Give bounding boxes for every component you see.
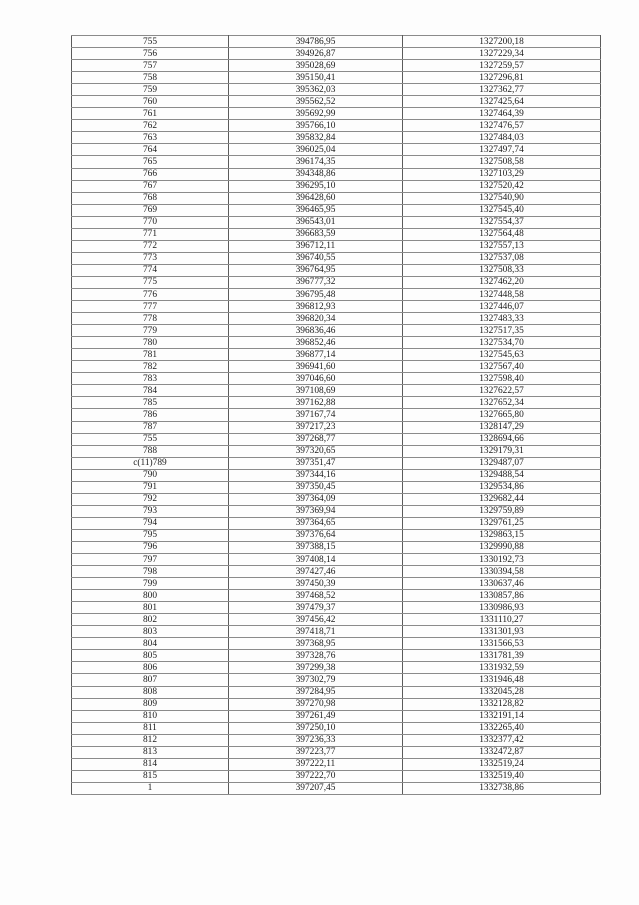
point-number-cell: 774 — [72, 264, 229, 276]
y-coordinate-cell: 1329534,86 — [403, 481, 601, 493]
table-row — [72, 144, 601, 156]
table-row — [72, 276, 601, 288]
x-coordinate-cell: 397418,71 — [229, 626, 403, 638]
table-row — [72, 686, 601, 698]
y-coordinate-cell: 1331110,27 — [403, 614, 601, 626]
point-number-cell: 815 — [72, 770, 229, 782]
x-coordinate-cell: 397388,15 — [229, 541, 403, 553]
table-row — [72, 445, 601, 457]
point-number-cell: 1 — [72, 782, 229, 794]
point-number-cell: 801 — [72, 602, 229, 614]
point-number-cell: 799 — [72, 578, 229, 590]
y-coordinate-cell: 1327446,07 — [403, 301, 601, 313]
table-row — [72, 108, 601, 120]
x-coordinate-cell: 397222,70 — [229, 770, 403, 782]
point-number-cell: 807 — [72, 674, 229, 686]
x-coordinate-cell: 395832,84 — [229, 132, 403, 144]
x-coordinate-cell: 396764,95 — [229, 264, 403, 276]
point-number-cell: 796 — [72, 541, 229, 553]
table-row — [72, 397, 601, 409]
y-coordinate-cell: 1327545,63 — [403, 349, 601, 361]
x-coordinate-cell: 395562,52 — [229, 96, 403, 108]
y-coordinate-cell: 1327476,57 — [403, 120, 601, 132]
x-coordinate-cell: 396174,35 — [229, 156, 403, 168]
point-number-cell: 783 — [72, 373, 229, 385]
y-coordinate-cell: 1332045,28 — [403, 686, 601, 698]
point-number-cell: 779 — [72, 325, 229, 337]
y-coordinate-cell: 1327484,03 — [403, 132, 601, 144]
x-coordinate-cell: 397108,69 — [229, 385, 403, 397]
point-number-cell: 769 — [72, 204, 229, 216]
point-number-cell: 800 — [72, 590, 229, 602]
point-number-cell: 766 — [72, 168, 229, 180]
point-number-cell: 814 — [72, 758, 229, 770]
table-row — [72, 120, 601, 132]
point-number-cell: 756 — [72, 48, 229, 60]
y-coordinate-cell: 1332377,42 — [403, 734, 601, 746]
x-coordinate-cell: 397468,52 — [229, 590, 403, 602]
x-coordinate-cell: 396428,60 — [229, 192, 403, 204]
table-row — [72, 385, 601, 397]
table-row — [72, 782, 601, 794]
x-coordinate-cell: 395692,99 — [229, 108, 403, 120]
table-row — [72, 48, 601, 60]
y-coordinate-cell: 1331566,53 — [403, 638, 601, 650]
y-coordinate-cell: 1329488,54 — [403, 469, 601, 481]
table-row — [72, 313, 601, 325]
table-row — [72, 337, 601, 349]
point-number-cell: 760 — [72, 96, 229, 108]
y-coordinate-cell: 1327545,40 — [403, 204, 601, 216]
table-row — [72, 758, 601, 770]
point-number-cell: 780 — [72, 337, 229, 349]
table-row — [72, 529, 601, 541]
y-coordinate-cell: 1330637,46 — [403, 578, 601, 590]
point-number-cell: c(11)789 — [72, 457, 229, 469]
table-row — [72, 216, 601, 228]
y-coordinate-cell: 1327296,81 — [403, 72, 601, 84]
table-row — [72, 626, 601, 638]
y-coordinate-cell: 1329682,44 — [403, 493, 601, 505]
table-row — [72, 228, 601, 240]
y-coordinate-cell: 1327508,58 — [403, 156, 601, 168]
point-number-cell: 764 — [72, 144, 229, 156]
y-coordinate-cell: 1327517,35 — [403, 325, 601, 337]
point-number-cell: 798 — [72, 566, 229, 578]
y-coordinate-cell: 1331932,59 — [403, 662, 601, 674]
point-number-cell: 788 — [72, 445, 229, 457]
point-number-cell: 804 — [72, 638, 229, 650]
y-coordinate-cell: 1331781,39 — [403, 650, 601, 662]
x-coordinate-cell: 397299,38 — [229, 662, 403, 674]
x-coordinate-cell: 395028,69 — [229, 60, 403, 72]
table-row — [72, 638, 601, 650]
x-coordinate-cell: 394348,86 — [229, 168, 403, 180]
y-coordinate-cell: 1327554,37 — [403, 216, 601, 228]
point-number-cell: 785 — [72, 397, 229, 409]
y-coordinate-cell: 1330192,73 — [403, 554, 601, 566]
point-number-cell: 781 — [72, 349, 229, 361]
table-row — [72, 373, 601, 385]
point-number-cell: 805 — [72, 650, 229, 662]
table-row — [72, 252, 601, 264]
y-coordinate-cell: 1331946,48 — [403, 674, 601, 686]
x-coordinate-cell: 397217,23 — [229, 421, 403, 433]
y-coordinate-cell: 1327665,80 — [403, 409, 601, 421]
point-number-cell: 773 — [72, 252, 229, 264]
point-number-cell: 797 — [72, 554, 229, 566]
y-coordinate-cell: 1327425,64 — [403, 96, 601, 108]
y-coordinate-cell: 1327448,58 — [403, 288, 601, 300]
table-row — [72, 770, 601, 782]
x-coordinate-cell: 397236,33 — [229, 734, 403, 746]
table-row — [72, 650, 601, 662]
y-coordinate-cell: 1327200,18 — [403, 36, 601, 48]
table-row — [72, 541, 601, 553]
x-coordinate-cell: 395766,10 — [229, 120, 403, 132]
point-number-cell: 758 — [72, 72, 229, 84]
point-number-cell: 757 — [72, 60, 229, 72]
y-coordinate-cell: 1332738,86 — [403, 782, 601, 794]
table-row — [72, 602, 601, 614]
x-coordinate-cell: 397284,95 — [229, 686, 403, 698]
point-number-cell: 803 — [72, 626, 229, 638]
point-number-cell: 761 — [72, 108, 229, 120]
y-coordinate-cell: 1331301,93 — [403, 626, 601, 638]
table-row — [72, 421, 601, 433]
x-coordinate-cell: 396712,11 — [229, 240, 403, 252]
y-coordinate-cell: 1327362,77 — [403, 84, 601, 96]
table-row — [72, 96, 601, 108]
x-coordinate-cell: 396025,04 — [229, 144, 403, 156]
y-coordinate-cell: 1327259,57 — [403, 60, 601, 72]
y-coordinate-cell: 1327534,70 — [403, 337, 601, 349]
y-coordinate-cell: 1332519,24 — [403, 758, 601, 770]
x-coordinate-cell: 397162,88 — [229, 397, 403, 409]
y-coordinate-cell: 1327540,90 — [403, 192, 601, 204]
table-row — [72, 662, 601, 674]
x-coordinate-cell: 397344,16 — [229, 469, 403, 481]
point-number-cell: 778 — [72, 313, 229, 325]
point-number-cell: 771 — [72, 228, 229, 240]
x-coordinate-cell: 395362,03 — [229, 84, 403, 96]
y-coordinate-cell: 1332128,82 — [403, 698, 601, 710]
x-coordinate-cell: 396941,60 — [229, 361, 403, 373]
x-coordinate-cell: 397268,77 — [229, 433, 403, 445]
x-coordinate-cell: 396740,55 — [229, 252, 403, 264]
y-coordinate-cell: 1330394,58 — [403, 566, 601, 578]
point-number-cell: 792 — [72, 493, 229, 505]
x-coordinate-cell: 396852,46 — [229, 337, 403, 349]
x-coordinate-cell: 397376,64 — [229, 529, 403, 541]
table-row — [72, 409, 601, 421]
y-coordinate-cell: 1327598,40 — [403, 373, 601, 385]
x-coordinate-cell: 396812,93 — [229, 301, 403, 313]
x-coordinate-cell: 397250,10 — [229, 722, 403, 734]
x-coordinate-cell: 397479,37 — [229, 602, 403, 614]
table-row — [72, 180, 601, 192]
y-coordinate-cell: 1329761,25 — [403, 517, 601, 529]
point-number-cell: 759 — [72, 84, 229, 96]
table-row — [72, 433, 601, 445]
x-coordinate-cell: 397351,47 — [229, 457, 403, 469]
table-row — [72, 457, 601, 469]
table-row — [72, 60, 601, 72]
y-coordinate-cell: 1327229,34 — [403, 48, 601, 60]
point-number-cell: 793 — [72, 505, 229, 517]
table-row — [72, 554, 601, 566]
point-number-cell: 810 — [72, 710, 229, 722]
x-coordinate-cell: 397427,46 — [229, 566, 403, 578]
y-coordinate-cell: 1327483,33 — [403, 313, 601, 325]
point-number-cell: 790 — [72, 469, 229, 481]
point-number-cell: 770 — [72, 216, 229, 228]
y-coordinate-cell: 1329863,15 — [403, 529, 601, 541]
table-row — [72, 517, 601, 529]
coordinates-table-body — [72, 36, 601, 795]
table-row — [72, 192, 601, 204]
table-row — [72, 614, 601, 626]
table-row — [72, 722, 601, 734]
table-row — [72, 240, 601, 252]
table-row — [72, 72, 601, 84]
table-row — [72, 288, 601, 300]
table-row — [72, 566, 601, 578]
x-coordinate-cell: 397450,39 — [229, 578, 403, 590]
x-coordinate-cell: 396543,01 — [229, 216, 403, 228]
x-coordinate-cell: 394926,87 — [229, 48, 403, 60]
table-row — [72, 493, 601, 505]
x-coordinate-cell: 396877,14 — [229, 349, 403, 361]
y-coordinate-cell: 1329487,07 — [403, 457, 601, 469]
y-coordinate-cell: 1327567,40 — [403, 361, 601, 373]
x-coordinate-cell: 396795,48 — [229, 288, 403, 300]
x-coordinate-cell: 397408,14 — [229, 554, 403, 566]
y-coordinate-cell: 1332519,40 — [403, 770, 601, 782]
y-coordinate-cell: 1332191,14 — [403, 710, 601, 722]
y-coordinate-cell: 1330986,93 — [403, 602, 601, 614]
point-number-cell: 763 — [72, 132, 229, 144]
y-coordinate-cell: 1327652,34 — [403, 397, 601, 409]
x-coordinate-cell: 396836,46 — [229, 325, 403, 337]
y-coordinate-cell: 1327622,57 — [403, 385, 601, 397]
y-coordinate-cell: 1329179,31 — [403, 445, 601, 457]
x-coordinate-cell: 397261,49 — [229, 710, 403, 722]
point-number-cell: 813 — [72, 746, 229, 758]
point-number-cell: 787 — [72, 421, 229, 433]
y-coordinate-cell: 1327537,08 — [403, 252, 601, 264]
table-row — [72, 578, 601, 590]
point-number-cell: 795 — [72, 529, 229, 541]
point-number-cell: 784 — [72, 385, 229, 397]
point-number-cell: 794 — [72, 517, 229, 529]
x-coordinate-cell: 397368,95 — [229, 638, 403, 650]
table-row — [72, 36, 601, 48]
y-coordinate-cell: 1327564,48 — [403, 228, 601, 240]
x-coordinate-cell: 397270,98 — [229, 698, 403, 710]
table-row — [72, 204, 601, 216]
y-coordinate-cell: 1329990,88 — [403, 541, 601, 553]
table-row — [72, 505, 601, 517]
x-coordinate-cell: 397302,79 — [229, 674, 403, 686]
table-row — [72, 84, 601, 96]
x-coordinate-cell: 397167,74 — [229, 409, 403, 421]
point-number-cell: 777 — [72, 301, 229, 313]
point-number-cell: 791 — [72, 481, 229, 493]
point-number-cell: 765 — [72, 156, 229, 168]
point-number-cell: 768 — [72, 192, 229, 204]
table-row — [72, 481, 601, 493]
table-row — [72, 264, 601, 276]
y-coordinate-cell: 1327497,74 — [403, 144, 601, 156]
table-row — [72, 349, 601, 361]
x-coordinate-cell: 396683,59 — [229, 228, 403, 240]
point-number-cell: 772 — [72, 240, 229, 252]
x-coordinate-cell: 396295,10 — [229, 180, 403, 192]
point-number-cell: 775 — [72, 276, 229, 288]
y-coordinate-cell: 1327520,42 — [403, 180, 601, 192]
y-coordinate-cell: 1327103,29 — [403, 168, 601, 180]
x-coordinate-cell: 397364,09 — [229, 493, 403, 505]
point-number-cell: 782 — [72, 361, 229, 373]
x-coordinate-cell: 397369,94 — [229, 505, 403, 517]
y-coordinate-cell: 1332265,40 — [403, 722, 601, 734]
x-coordinate-cell: 396820,34 — [229, 313, 403, 325]
table-row — [72, 698, 601, 710]
y-coordinate-cell: 1327462,20 — [403, 276, 601, 288]
point-number-cell: 802 — [72, 614, 229, 626]
point-number-cell: 812 — [72, 734, 229, 746]
x-coordinate-cell: 397046,60 — [229, 373, 403, 385]
y-coordinate-cell: 1327464,39 — [403, 108, 601, 120]
x-coordinate-cell: 397456,42 — [229, 614, 403, 626]
y-coordinate-cell: 1330857,86 — [403, 590, 601, 602]
x-coordinate-cell: 397320,65 — [229, 445, 403, 457]
point-number-cell: 767 — [72, 180, 229, 192]
table-row — [72, 156, 601, 168]
y-coordinate-cell: 1327508,33 — [403, 264, 601, 276]
point-number-cell: 776 — [72, 288, 229, 300]
y-coordinate-cell: 1328147,29 — [403, 421, 601, 433]
x-coordinate-cell: 397207,45 — [229, 782, 403, 794]
point-number-cell: 762 — [72, 120, 229, 132]
y-coordinate-cell: 1329759,89 — [403, 505, 601, 517]
table-row — [72, 710, 601, 722]
table-row — [72, 734, 601, 746]
x-coordinate-cell: 397222,11 — [229, 758, 403, 770]
x-coordinate-cell: 397328,76 — [229, 650, 403, 662]
y-coordinate-cell: 1328694,66 — [403, 433, 601, 445]
y-coordinate-cell: 1332472,87 — [403, 746, 601, 758]
x-coordinate-cell: 396777,32 — [229, 276, 403, 288]
x-coordinate-cell: 395150,41 — [229, 72, 403, 84]
x-coordinate-cell: 397350,45 — [229, 481, 403, 493]
x-coordinate-cell: 397223,77 — [229, 746, 403, 758]
point-number-cell: 808 — [72, 686, 229, 698]
table-row — [72, 469, 601, 481]
x-coordinate-cell: 394786,95 — [229, 36, 403, 48]
table-row — [72, 746, 601, 758]
table-row — [72, 361, 601, 373]
point-number-cell: 755 — [72, 433, 229, 445]
table-row — [72, 301, 601, 313]
y-coordinate-cell: 1327557,13 — [403, 240, 601, 252]
table-row — [72, 590, 601, 602]
x-coordinate-cell: 396465,95 — [229, 204, 403, 216]
table-row — [72, 674, 601, 686]
point-number-cell: 811 — [72, 722, 229, 734]
point-number-cell: 806 — [72, 662, 229, 674]
point-number-cell: 809 — [72, 698, 229, 710]
table-row — [72, 132, 601, 144]
point-number-cell: 786 — [72, 409, 229, 421]
coordinates-table — [71, 35, 601, 795]
x-coordinate-cell: 397364,65 — [229, 517, 403, 529]
point-number-cell: 755 — [72, 36, 229, 48]
table-row — [72, 325, 601, 337]
table-row — [72, 168, 601, 180]
